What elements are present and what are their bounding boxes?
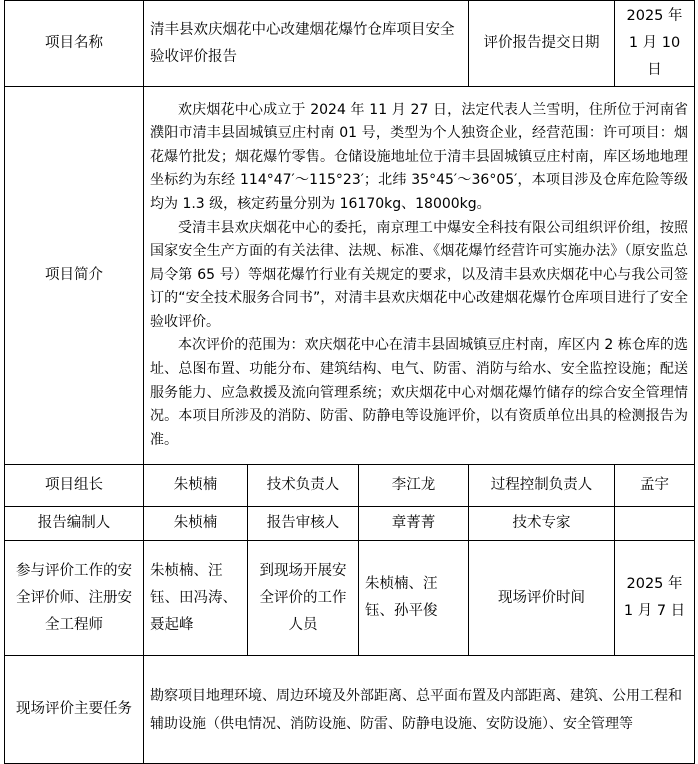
tech-lead-value: 李江龙 [359,465,469,507]
expert-label: 技术专家 [469,507,615,541]
project-name-label: 项目名称 [5,1,144,87]
submit-date-label: 评价报告提交日期 [469,1,615,87]
assessors-value: 朱桢楠、汪钰、田冯涛、聂起峰 [144,541,248,656]
row-project-summary [5,87,695,465]
onsite-time-value: 2025 年 1 月 7 日 [615,541,695,656]
process-lead-label: 过程控制负责人 [469,465,615,507]
summary-paragraph: 受清丰县欢庆烟花中心的委托，南京理工中爆安全科技有限公司组织评价组，按照国家安全生产方面的有关法律、法规、标准、《烟花爆竹经营许可实施办法》（原安监总局令第 65 号）等烟花爆竹行业有关规定的要求，以及清丰县欢庆烟花中心与我公司签订的“安全技术服务合同书”，对清丰县欢庆烟花中心改建烟花爆竹仓库项目进行了安全验收评价。 [150,219,689,330]
tech-lead-label: 技术负责人 [248,465,359,507]
submit-date-value: 2025 年 1 月 10 日 [615,1,695,87]
editor-value: 朱桢楠 [144,507,248,541]
leader-value: 朱桢楠 [144,465,248,507]
summary-paragraph: 欢庆烟花中心成立于 2024 年 11 月 27 日，法定代表人兰雪明，住所位于河南省濮阳市清丰县固城镇豆庄村南 01 号，类型为个人独资企业，经营范围：许可项目：烟花爆竹批发；烟花爆竹零售。仓储设施地址位于清丰县固城镇豆庄村南，库区场地地理坐标约为东经 114°47′～115°23′；北纬 35°45′～36°05′，本项目涉及仓库危险等级均为 1.3 级，核定药量分别为 16170kg、18000kg。 [150,101,689,212]
project-info-table [4,0,695,764]
onsite-staff-label: 到现场开展安全评价的工作人员 [248,541,359,656]
project-name-value: 清丰县欢庆烟花中心改建烟花爆竹仓库项目安全验收评价报告 [144,1,469,87]
row-team-leaders [5,465,695,507]
process-lead-value: 孟宇 [615,465,695,507]
expert-value [615,507,695,541]
row-main-tasks [5,656,695,764]
onsite-time-label: 现场评价时间 [469,541,615,656]
main-tasks-label: 现场评价主要任务 [5,656,144,764]
reviewer-value: 章菁菁 [359,507,469,541]
row-assessors [5,541,695,656]
project-summary-label: 项目简介 [5,87,144,465]
editor-label: 报告编制人 [5,507,144,541]
project-summary-text [144,87,695,465]
row-report-staff [5,507,695,541]
onsite-staff-value: 朱桢楠、汪钰、孙平俊 [359,541,469,656]
main-tasks-value: 勘察项目地理环境、周边环境及外部距离、总平面布置及内部距离、建筑、公用工程和辅助设施（供电情况、消防设施、防雷、防静电设施、安防设施）、安全管理等 [144,656,695,764]
assessors-label: 参与评价工作的安全评价师、注册安全工程师 [5,541,144,656]
reviewer-label: 报告审核人 [248,507,359,541]
row-project-name [5,1,695,87]
leader-label: 项目组长 [5,465,144,507]
summary-paragraph: 本次评价的范围为：欢庆烟花中心在清丰县固城镇豆庄村南，库区内 2 栋仓库的选址、总图布置、功能分布、建筑结构、电气、防雷、消防与给水、安全监控设施；配送服务能力、应急救援及流向管理系统；欢庆烟花中心对烟花爆竹储存的综合安全管理情况。本项目所涉及的消防、防雷、防静电等设施评价，以有资质单位出具的检测报告为准。 [150,337,689,448]
